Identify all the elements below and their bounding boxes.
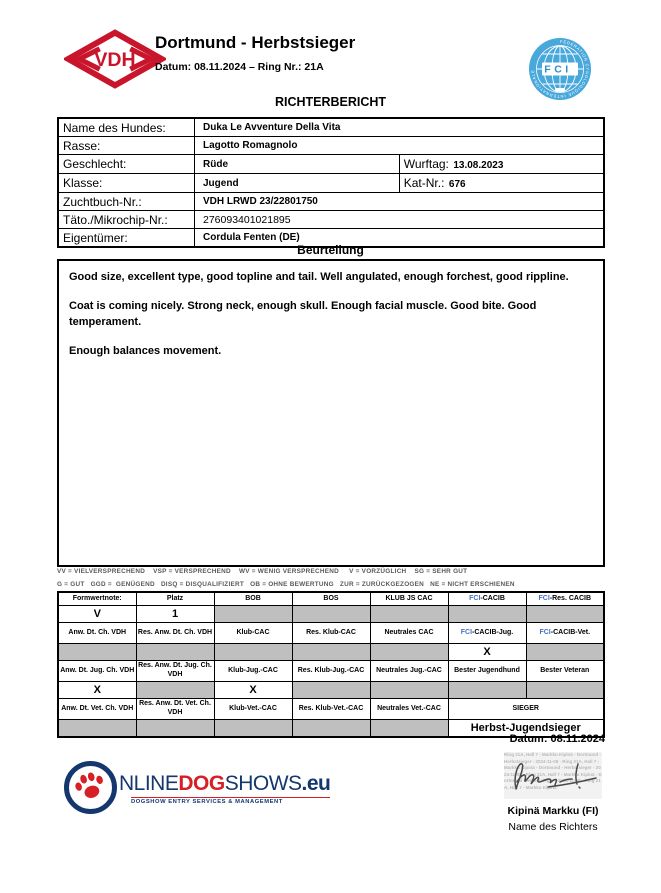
info-value-birthdate — [399, 155, 604, 174]
award-header: Neutrales Jug.-CAC — [370, 661, 448, 682]
info-row-microchip — [58, 211, 604, 229]
show-title: Dortmund - Herbstsieger — [155, 33, 356, 52]
awards-header-row — [58, 623, 604, 644]
award-cell-empty — [526, 682, 604, 699]
award-header: Res. Anw. Dt. Ch. VDH — [136, 623, 214, 644]
award-cell-empty — [136, 644, 214, 661]
info-sublabel: Kat-Nr.: — [403, 176, 445, 190]
info-value: Lagotto Romagnolo — [195, 137, 605, 155]
award-header-text: -Res. CACIB — [549, 594, 591, 602]
legend-line-1: VV = VIELVERSPRECHEND VSP = VERSPRECHEND WV = WENIG VERSPRECHEND V = VORZÜGLICH SG = SEHR GUT — [57, 568, 468, 575]
show-date-ring: Datum: 08.11.2024 – Ring Nr.: 21A — [155, 61, 324, 73]
award-cell-checked: X — [448, 644, 526, 661]
fci-prefix: FCI — [469, 594, 481, 602]
award-header: KLUB JS CAC — [370, 592, 448, 606]
award-header: BOS — [292, 592, 370, 606]
ods-eu: .eu — [301, 772, 331, 795]
award-cell-empty — [370, 644, 448, 661]
award-header: Anw. Dt. Jug. Ch. VDH — [58, 661, 136, 682]
award-cell-empty — [292, 606, 370, 623]
award-cell-sieger-title: Herbst-Jugendsieger — [448, 720, 604, 738]
info-label: Täto./Mikrochip-Nr.: — [58, 211, 195, 229]
ods-dog: DOG — [178, 772, 225, 795]
award-cell-empty — [370, 606, 448, 623]
judge-signature-block — [497, 752, 609, 833]
award-cell-empty — [292, 644, 370, 661]
evaluation-paragraph: Good size, excellent type, good topline and tail. Well angulated, enough forchest, good rippline. — [69, 271, 569, 283]
award-header — [448, 592, 526, 606]
award-header: Res. Anw. Dt. Jug. Ch. VDH — [136, 661, 214, 682]
report-title: RICHTERBERICHT — [274, 95, 387, 109]
info-sublabel: Wurftag: — [403, 157, 449, 171]
award-cell-empty — [214, 606, 292, 623]
signature-box — [504, 752, 602, 799]
award-cell-empty — [370, 682, 448, 699]
award-header: Klub-Vet.-CAC — [214, 699, 292, 720]
judge-name: Kipinä Markku (FI) — [507, 805, 599, 817]
award-header: Res. Klub-Jug.-CAC — [292, 661, 370, 682]
info-value: Cordula Fenten (DE) — [195, 229, 605, 248]
evaluation-paragraph: Enough balances movement. — [69, 345, 222, 358]
info-value: Duka Le Avventure Della Vita — [195, 118, 605, 137]
award-header-text: -CACIB-Jug. — [472, 628, 514, 636]
ods-logo-text — [119, 773, 330, 805]
info-label: Klasse: — [58, 174, 195, 193]
awards-header-row — [58, 661, 604, 682]
info-label: Eigentümer: — [58, 229, 195, 248]
award-header — [526, 623, 604, 644]
award-header: Klub-CAC — [214, 623, 292, 644]
info-value-catnr — [399, 174, 604, 193]
awards-value-row — [58, 644, 604, 661]
fci-prefix: FCI — [539, 628, 551, 636]
award-header: Res. Anw. Dt. Vet. Ch. VDH — [136, 699, 214, 720]
award-cell-empty — [526, 606, 604, 623]
ods-nline: NLINE — [119, 772, 179, 795]
paw-circle-icon — [64, 761, 117, 814]
award-header-text: -CACIB — [480, 594, 505, 602]
award-header: Neutrales Vet.-CAC — [370, 699, 448, 720]
vdh-logo-text: VDH — [94, 48, 136, 71]
award-header — [448, 623, 526, 644]
fci-prefix: FCI — [538, 594, 550, 602]
info-subvalue: 13.08.2023 — [453, 160, 504, 171]
award-cell-empty — [526, 644, 604, 661]
award-header: Neutrales CAC — [370, 623, 448, 644]
award-cell-empty — [448, 606, 526, 623]
fci-prefix: FCI — [460, 628, 473, 636]
legend-line-2: G = GUT GGD = GENÜGEND DISQ = DISQUALIFIZIERT OB = OHNE BEWERTUNG ZUR = ZURÜCKGEZOGEN NE = NICHT ERSCHIENEN — [57, 581, 515, 588]
award-header: Platz — [136, 592, 214, 606]
info-row-name — [58, 118, 604, 137]
award-header: Bester Jugendhund — [448, 661, 526, 682]
vdh-logo-icon — [64, 27, 166, 91]
award-header — [526, 592, 604, 606]
award-cell-empty — [136, 682, 214, 699]
award-header: Bester Veteran — [526, 661, 604, 682]
evaluation-paragraph: Coat is coming nicely. Strong neck, enough skull. Enough facial muscle. Good bite. Good temperament. — [69, 300, 537, 328]
award-header-text: -CACIB-Vet. — [550, 628, 591, 636]
info-label: Rasse: — [58, 137, 195, 155]
award-cell-empty — [214, 644, 292, 661]
ods-tagline: DOGSHOW ENTRY SERVICES & MANAGEMENT — [131, 797, 330, 805]
award-cell-place: 1 — [136, 606, 214, 623]
award-header: Klub-Jug.-CAC — [214, 661, 292, 682]
award-header: BOB — [214, 592, 292, 606]
header-text — [155, 33, 355, 73]
info-subvalue: 676 — [448, 179, 466, 190]
awards-header-row — [58, 699, 604, 720]
info-label: Name des Hundes: — [58, 118, 195, 137]
info-value: Jugend — [195, 174, 400, 193]
award-header: Anw. Dt. Vet. Ch. VDH — [58, 699, 136, 720]
ods-wordmark — [119, 773, 330, 794]
footer-date: Datum: 08.11.2024 — [509, 733, 605, 745]
award-header: Anw. Dt. Ch. VDH — [58, 623, 136, 644]
info-value: 276093401021895 — [195, 211, 605, 229]
info-value: Rüde — [195, 155, 400, 174]
award-cell-empty — [58, 644, 136, 661]
evaluation-text-box — [57, 259, 605, 567]
info-row-breed — [58, 137, 604, 155]
awards-value-row — [58, 606, 604, 623]
award-cell-checked: X — [58, 682, 136, 699]
award-cell-checked: X — [214, 682, 292, 699]
info-label: Zuchtbuch-Nr.: — [58, 193, 195, 211]
judge-role-label: Name des Richters — [508, 821, 598, 833]
award-cell-empty — [448, 682, 526, 699]
info-value: VDH LRWD 23/22801750 — [195, 193, 605, 211]
info-row-sex — [58, 155, 604, 174]
awards-table — [57, 591, 605, 738]
evaluation-section-title: Beurteilung — [297, 243, 364, 257]
fci-ring-text: FÉDÉRATION CYNOLOGIQUE INTERNATIONALE — [529, 38, 591, 100]
awards-header-row — [58, 592, 604, 606]
award-cell-empty — [292, 682, 370, 699]
fci-logo-icon — [527, 36, 593, 102]
fci-logo-text: FCI — [544, 63, 572, 76]
award-header: Res. Klub-CAC — [292, 623, 370, 644]
awards-value-row — [58, 682, 604, 699]
info-row-studbook — [58, 193, 604, 211]
onlinedogshows-logo — [64, 761, 330, 814]
award-cell-grade: V — [58, 606, 136, 623]
signature-watermark-text: Ring 21A, Hall 7 - Markku Kipinä - Dortmund - Herbstsieger - 2024-11-08 - Ring 21A, Hall 7 - Markku Kipinä - Dortmund - Herbstsieger - 2024-11-08 - Ring 21A, Hall 7 - Markku Kipinä - Dortmund - Herbstsieger - 2024-11-08 - Ring 21A, Hall 7 - Markku Kipinä — [504, 752, 602, 790]
award-header: Formwertnote: — [58, 592, 136, 606]
ods-shows: SHOWS — [224, 772, 302, 795]
signature-icon — [504, 752, 602, 799]
award-header-sieger: SIEGER — [448, 699, 604, 720]
dog-info-table — [57, 117, 605, 248]
info-row-class — [58, 174, 604, 193]
info-label: Geschlecht: — [58, 155, 195, 174]
award-header: Res. Klub-Vet.-CAC — [292, 699, 370, 720]
